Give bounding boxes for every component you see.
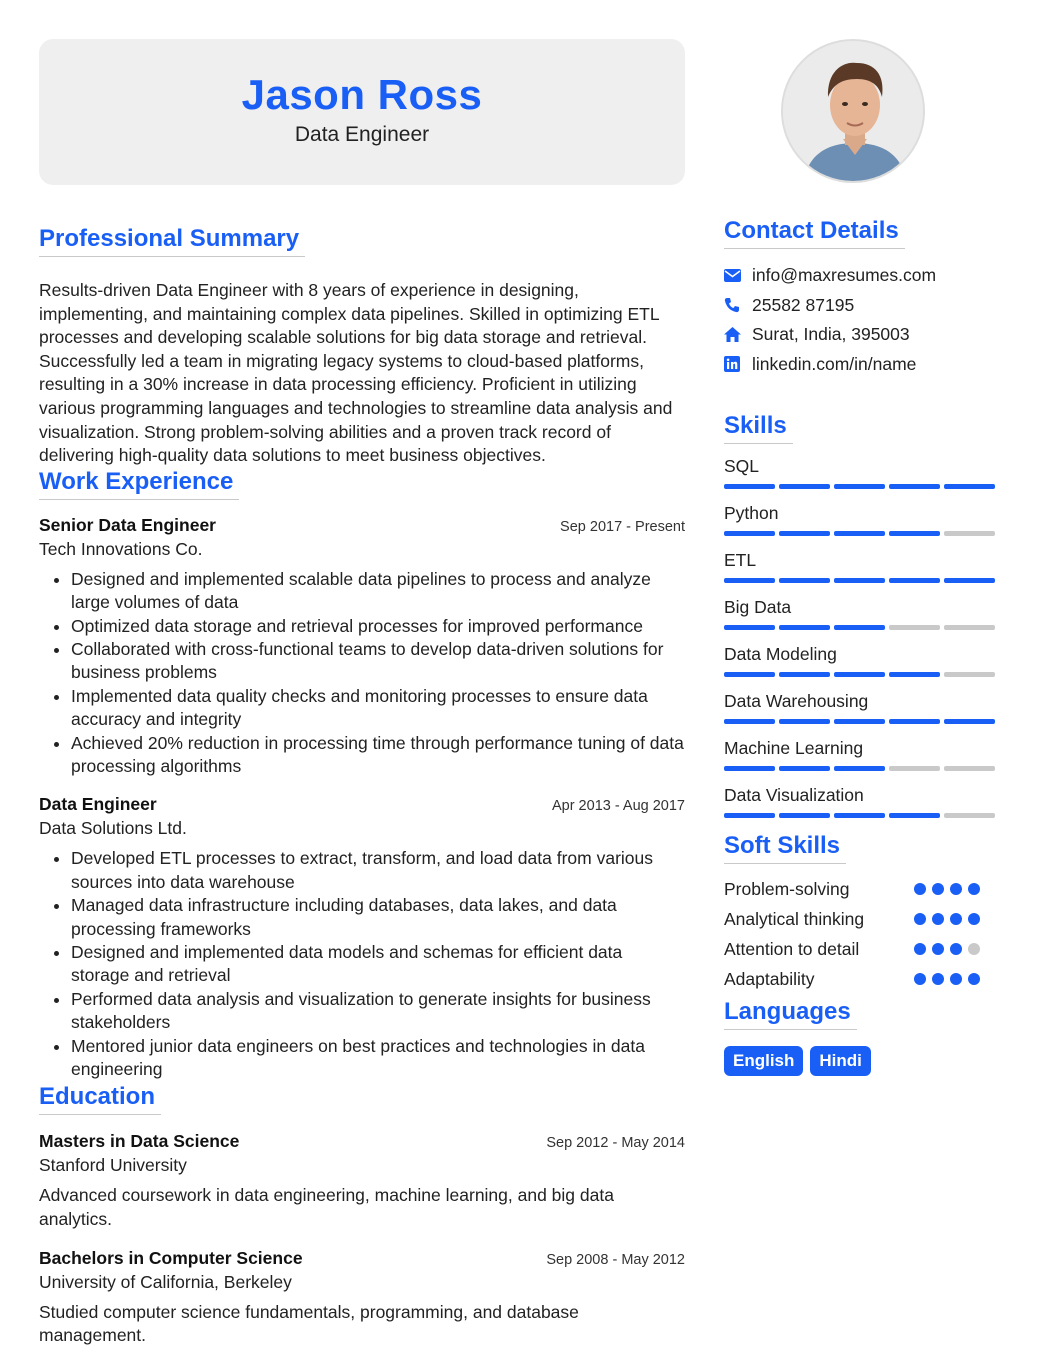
skill-level-segment bbox=[889, 766, 940, 771]
skill-level-segment bbox=[779, 625, 830, 630]
section-title-education: Education bbox=[39, 1083, 161, 1115]
profile-photo bbox=[781, 39, 925, 183]
rating-dot bbox=[914, 883, 926, 895]
rating-dot bbox=[932, 913, 944, 925]
job-title: Data Engineer bbox=[39, 794, 157, 815]
rating-dot bbox=[914, 943, 926, 955]
degree-title: Bachelors in Computer Science bbox=[39, 1247, 303, 1268]
skill-item bbox=[724, 644, 1000, 677]
languages-section bbox=[724, 998, 1000, 1076]
work-section bbox=[39, 468, 685, 1082]
phone-icon bbox=[724, 297, 752, 313]
soft-skill-item bbox=[724, 934, 1000, 964]
skill-level-segment bbox=[944, 672, 995, 677]
soft-skill-rating bbox=[914, 943, 980, 955]
skill-item bbox=[724, 785, 1000, 818]
skill-item bbox=[724, 691, 1000, 724]
skill-level-segment bbox=[944, 578, 995, 583]
school-name: University of California, Berkeley bbox=[39, 1271, 292, 1292]
section-title-skills: Skills bbox=[724, 412, 793, 444]
education-section bbox=[39, 1083, 685, 1347]
skill-level-segment bbox=[944, 813, 995, 818]
skill-item bbox=[724, 456, 1000, 489]
education-entry bbox=[39, 1248, 685, 1348]
soft-skill-name: Adaptability bbox=[724, 968, 815, 989]
skill-level-segment bbox=[944, 719, 995, 724]
skill-level-bar bbox=[724, 625, 1000, 630]
skill-level-bar bbox=[724, 719, 1000, 724]
skill-level-segment bbox=[834, 625, 885, 630]
skill-item bbox=[724, 597, 1000, 630]
skill-level-segment bbox=[944, 531, 995, 536]
education-description: Studied computer science fundamentals, programming, and database management. bbox=[39, 1301, 579, 1346]
skill-level-bar bbox=[724, 578, 1000, 583]
job-bullets bbox=[39, 847, 685, 1081]
home-icon bbox=[724, 327, 752, 342]
main-column bbox=[39, 39, 685, 1348]
skill-level-segment bbox=[834, 766, 885, 771]
soft-skill-rating bbox=[914, 973, 980, 985]
job-bullet: • Developed ETL processes to extract, transform, and load data from various sources into data warehouse bbox=[71, 847, 685, 894]
skill-level-segment bbox=[724, 625, 775, 630]
skill-level-segment bbox=[889, 813, 940, 818]
skill-name: Data Visualization bbox=[724, 785, 864, 805]
rating-dot bbox=[968, 883, 980, 895]
job-bullet: • Designed and implemented scalable data pipelines to process and analyze large volumes of data bbox=[71, 568, 685, 615]
job-company: Data Solutions Ltd. bbox=[39, 818, 187, 839]
school-name: Stanford University bbox=[39, 1155, 187, 1176]
rating-dot bbox=[968, 943, 980, 955]
section-title-summary: Professional Summary bbox=[39, 225, 305, 257]
soft-skill-rating bbox=[914, 883, 980, 895]
soft-skill-name: Analytical thinking bbox=[724, 908, 865, 929]
education-dates: Sep 2008 - May 2012 bbox=[546, 1251, 685, 1268]
section-title-work: Work Experience bbox=[39, 468, 239, 500]
soft-skill-item bbox=[724, 964, 1000, 994]
education-entry bbox=[39, 1131, 685, 1231]
skill-level-bar bbox=[724, 484, 1000, 489]
soft-skill-item bbox=[724, 874, 1000, 904]
skill-name: Data Modeling bbox=[724, 644, 837, 664]
rating-dot bbox=[950, 973, 962, 985]
rating-dot bbox=[932, 973, 944, 985]
skill-name: Python bbox=[724, 503, 779, 523]
rating-dot bbox=[950, 913, 962, 925]
resume-header bbox=[39, 39, 685, 185]
skill-level-segment bbox=[834, 813, 885, 818]
contact-phone-text: 25582 87195 bbox=[752, 294, 855, 315]
soft-skill-item bbox=[724, 904, 1000, 934]
avatar-portrait bbox=[783, 41, 925, 183]
skill-level-segment bbox=[779, 531, 830, 536]
skill-level-bar bbox=[724, 813, 1000, 818]
education-description: Advanced coursework in data engineering, machine learning, and big data analytics. bbox=[39, 1185, 614, 1230]
skill-item bbox=[724, 550, 1000, 583]
section-title-contact: Contact Details bbox=[724, 217, 905, 249]
rating-dot bbox=[950, 883, 962, 895]
skill-level-segment bbox=[779, 578, 830, 583]
skill-level-segment bbox=[889, 672, 940, 677]
job-bullet: • Mentored junior data engineers on best practices and technologies in data engineering bbox=[71, 1035, 685, 1082]
job-bullet: • Implemented data quality checks and monitoring processes to ensure data accuracy and integrity bbox=[71, 685, 685, 732]
language-tag: English bbox=[724, 1046, 803, 1076]
skill-level-segment bbox=[889, 578, 940, 583]
rating-dot bbox=[932, 883, 944, 895]
soft-skills-list bbox=[724, 874, 1000, 994]
job-bullet: • Managed data infrastructure including databases, data lakes, and data processing frameworks bbox=[71, 894, 685, 941]
skill-level-segment bbox=[889, 484, 940, 489]
soft-skill-name: Attention to detail bbox=[724, 938, 860, 959]
skill-level-segment bbox=[834, 719, 885, 724]
skill-level-segment bbox=[724, 578, 775, 583]
skill-level-segment bbox=[944, 625, 995, 630]
job-bullet: • Optimized data storage and retrieval processes for improved performance bbox=[71, 615, 685, 638]
skill-level-segment bbox=[724, 813, 775, 818]
skill-level-segment bbox=[834, 484, 885, 489]
skill-level-segment bbox=[944, 484, 995, 489]
skill-item bbox=[724, 503, 1000, 536]
language-tag: Hindi bbox=[810, 1046, 871, 1076]
job-title: Senior Data Engineer bbox=[39, 514, 216, 535]
skill-level-segment bbox=[779, 813, 830, 818]
education-dates: Sep 2012 - May 2014 bbox=[546, 1135, 685, 1152]
linkedin-icon bbox=[724, 356, 752, 372]
rating-dot bbox=[968, 913, 980, 925]
skill-level-segment bbox=[834, 578, 885, 583]
skills-list bbox=[724, 456, 1000, 818]
job-dates: Sep 2017 - Present bbox=[560, 518, 685, 535]
summary-section bbox=[39, 225, 685, 468]
job-bullets bbox=[39, 568, 685, 779]
rating-dot bbox=[914, 913, 926, 925]
contact-location-text: Surat, India, 395003 bbox=[752, 324, 910, 345]
job-bullet: • Achieved 20% reduction in processing time through performance tuning of data processing algorithms bbox=[71, 732, 685, 779]
job-company: Tech Innovations Co. bbox=[39, 538, 203, 559]
rating-dot bbox=[968, 973, 980, 985]
skill-level-segment bbox=[724, 672, 775, 677]
soft-skill-name: Problem-solving bbox=[724, 878, 850, 899]
section-title-languages: Languages bbox=[724, 998, 857, 1030]
job-bullet: • Collaborated with cross-functional teams to develop data-driven solutions for business problems bbox=[71, 638, 685, 685]
job-entry bbox=[39, 515, 685, 779]
skill-level-bar bbox=[724, 766, 1000, 771]
skill-level-segment bbox=[889, 531, 940, 536]
contact-linkedin-text: linkedin.com/in/name bbox=[752, 353, 917, 374]
contact-email-text: info@maxresumes.com bbox=[752, 265, 937, 286]
skill-level-segment bbox=[834, 672, 885, 677]
skill-name: Machine Learning bbox=[724, 738, 864, 758]
contact-email[interactable] bbox=[724, 261, 1000, 291]
rating-dot bbox=[950, 943, 962, 955]
skill-level-segment bbox=[724, 766, 775, 771]
skill-level-segment bbox=[779, 766, 830, 771]
contact-section bbox=[724, 217, 1000, 379]
skill-level-segment bbox=[889, 719, 940, 724]
summary-text: Results-driven Data Engineer with 8 years of experience in designing, implementing, and maintaining complex data pipelines. Skilled in optimizing ETL processes and developing scalable solutions for big data storage and retrieval. Successfully led a team in migrating legacy systems to cloud-based platforms, resulting in a 30% increase in data processing efficiency. Proficient in utilizing various programming languages and technologies to streamline data analysis and visualization. Strong problem-solving abilities and a proven track record of delivering high-quality data solutions to meet business objectives. bbox=[39, 280, 673, 466]
skill-name: SQL bbox=[724, 456, 760, 476]
rating-dot bbox=[914, 973, 926, 985]
degree-title: Masters in Data Science bbox=[39, 1131, 240, 1152]
contact-linkedin[interactable] bbox=[724, 350, 1000, 380]
skill-name: ETL bbox=[724, 550, 757, 570]
envelope-icon bbox=[724, 269, 752, 282]
skills-section bbox=[724, 412, 1000, 818]
candidate-name: Jason Ross bbox=[241, 71, 483, 118]
soft-skills-section bbox=[724, 832, 1000, 994]
job-dates: Apr 2013 - Aug 2017 bbox=[551, 798, 685, 815]
language-tags bbox=[724, 1046, 1000, 1076]
job-bullet: • Designed and implemented data models and schemas for efficient data storage and retrieval bbox=[71, 941, 685, 988]
job-bullet: • Performed data analysis and visualization to generate insights for business stakeholders bbox=[71, 988, 685, 1035]
contact-phone[interactable] bbox=[724, 291, 1000, 321]
skill-level-segment bbox=[724, 484, 775, 489]
skill-level-segment bbox=[724, 719, 775, 724]
rating-dot bbox=[932, 943, 944, 955]
soft-skill-rating bbox=[914, 913, 980, 925]
skill-level-segment bbox=[779, 672, 830, 677]
skill-level-segment bbox=[779, 719, 830, 724]
contact-location bbox=[724, 320, 1000, 350]
skill-level-bar bbox=[724, 531, 1000, 536]
skill-name: Data Warehousing bbox=[724, 691, 869, 711]
section-title-soft-skills: Soft Skills bbox=[724, 832, 846, 864]
job-entry bbox=[39, 794, 685, 1081]
skill-level-segment bbox=[944, 766, 995, 771]
skill-name: Big Data bbox=[724, 597, 792, 617]
skill-item bbox=[724, 738, 1000, 771]
skill-level-segment bbox=[779, 484, 830, 489]
skill-level-segment bbox=[889, 625, 940, 630]
skill-level-bar bbox=[724, 672, 1000, 677]
candidate-title: Data Engineer bbox=[294, 123, 430, 146]
sidebar-column bbox=[724, 39, 1000, 1076]
skill-level-segment bbox=[834, 531, 885, 536]
skill-level-segment bbox=[724, 531, 775, 536]
